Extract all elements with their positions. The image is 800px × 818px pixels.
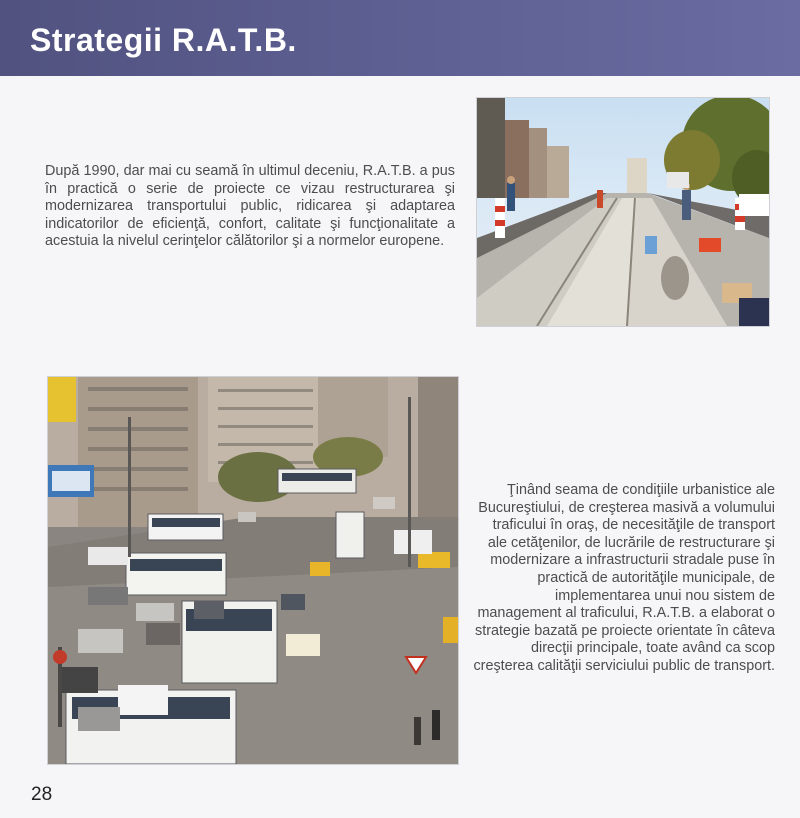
strategy-paragraph: Ţinând seama de condiţiile urbanistice ale Bucureştiului, de creşterea masivă a volumului traficului în oraş, de necesităţile de transport ale cetăţenilor, de lucrările de restructurare şi modernizare a infrastructurii stradale puse în practică de autorităţile municipale, de implementarea unui nou sistem de management al traficului, R.A.T.B. a elaborat o strategie bazată pe proiecte orientate în câteva direcţii principale, toate având ca scop creşterea calităţii serviciului public de transport. bbox=[473, 482, 775, 674]
tram-track-construction-photo bbox=[476, 97, 770, 327]
page-header bbox=[0, 0, 800, 76]
page-title: Strategii R.A.T.B. bbox=[30, 22, 297, 58]
page-number: 28 bbox=[31, 784, 53, 805]
intro-paragraph: După 1990, dar mai cu seamă în ultimul deceniu, R.A.T.B. a pus în practică o serie de proiecte ce vizau restructurarea şi modernizarea transportului public, ridicarea şi adaptarea indicatorilor de eficienţă, confort, calitate şi funcţionalitate a acestuia la nivelul cerinţelor călătorilor şi a normelor europene. bbox=[45, 163, 455, 250]
bucharest-traffic-intersection-photo bbox=[47, 376, 459, 765]
